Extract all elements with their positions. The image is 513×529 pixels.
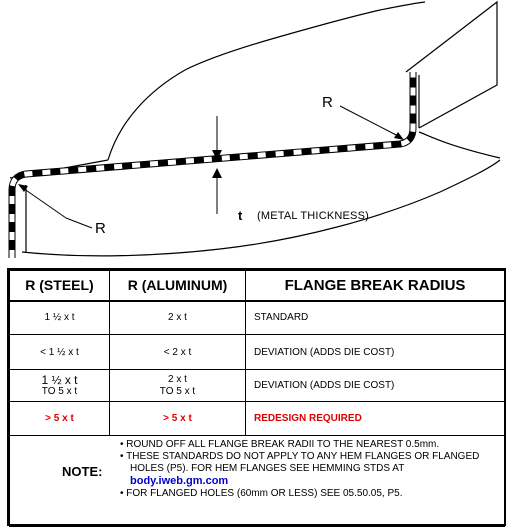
note-text: ROUND OFF ALL FLANGE BREAK RADII TO THE NEAREST 0.5mm. xyxy=(126,439,440,450)
cell-steel-main: 1 ½ x t xyxy=(41,372,78,387)
header-steel: R (STEEL) xyxy=(10,271,110,301)
note-text: FOR FLANGED HOLES (60mm OR LESS) SEE 05.50.05, P5. xyxy=(126,488,403,499)
table-header-row xyxy=(10,271,505,301)
note-item xyxy=(120,488,500,500)
cell-steel: 1 ½ x t xyxy=(10,301,110,335)
cell-aluminum-main: 2 x t xyxy=(168,373,187,385)
cell-aluminum-sub: TO 5 x t xyxy=(159,385,196,397)
cell-aluminum xyxy=(110,370,246,402)
notes-cell xyxy=(10,436,505,527)
cell-aluminum: < 2 x t xyxy=(110,335,246,370)
cross-section-pattern xyxy=(12,72,413,258)
flange-illustration xyxy=(0,0,513,262)
radius-label-bottom: R xyxy=(95,220,106,237)
cell-aluminum: > 5 x t xyxy=(110,402,246,436)
flange-radius-table xyxy=(7,268,506,526)
thickness-symbol: t xyxy=(238,208,243,223)
radius-label-top: R xyxy=(322,94,333,111)
note-text: THESE STANDARDS DO NOT APPLY TO ANY HEM FLANGES OR FLANGED HOLES (P5). FOR HEM FLANGES SEE HEMMING STDS AT xyxy=(126,451,480,474)
notes-row xyxy=(10,436,505,527)
cell-steel-sub: TO 5 x t xyxy=(41,385,78,397)
cut-edge-top xyxy=(108,2,425,160)
header-aluminum: R (ALUMINUM) xyxy=(110,271,246,301)
thickness-caption: (METAL THICKNESS) xyxy=(257,210,369,222)
table-row xyxy=(10,402,505,436)
cell-description: STANDARD xyxy=(246,301,505,335)
note-label: NOTE: xyxy=(62,464,103,479)
metal-cross-section xyxy=(12,72,413,258)
hemming-standards-link[interactable]: body.iweb.gm.com xyxy=(130,475,229,487)
cut-edge-bottom xyxy=(22,160,500,256)
note-item xyxy=(120,439,500,451)
right-flange-plate xyxy=(406,2,497,128)
header-flange-break-radius: FLANGE BREAK RADIUS xyxy=(246,271,505,301)
cell-steel: > 5 x t xyxy=(10,402,110,436)
cell-steel xyxy=(10,370,110,402)
table-row xyxy=(10,335,505,370)
note-item xyxy=(120,451,500,488)
table-row xyxy=(10,370,505,402)
notes-list xyxy=(120,439,500,500)
cell-steel: < 1 ½ x t xyxy=(10,335,110,370)
cell-aluminum: 2 x t xyxy=(110,301,246,335)
sheet-metal-diagram xyxy=(0,0,513,262)
cell-description: DEVIATION (ADDS DIE COST) xyxy=(246,370,505,402)
table-row xyxy=(10,301,505,335)
cell-description: DEVIATION (ADDS DIE COST) xyxy=(246,335,505,370)
cell-description: REDESIGN REQUIRED xyxy=(246,402,505,436)
